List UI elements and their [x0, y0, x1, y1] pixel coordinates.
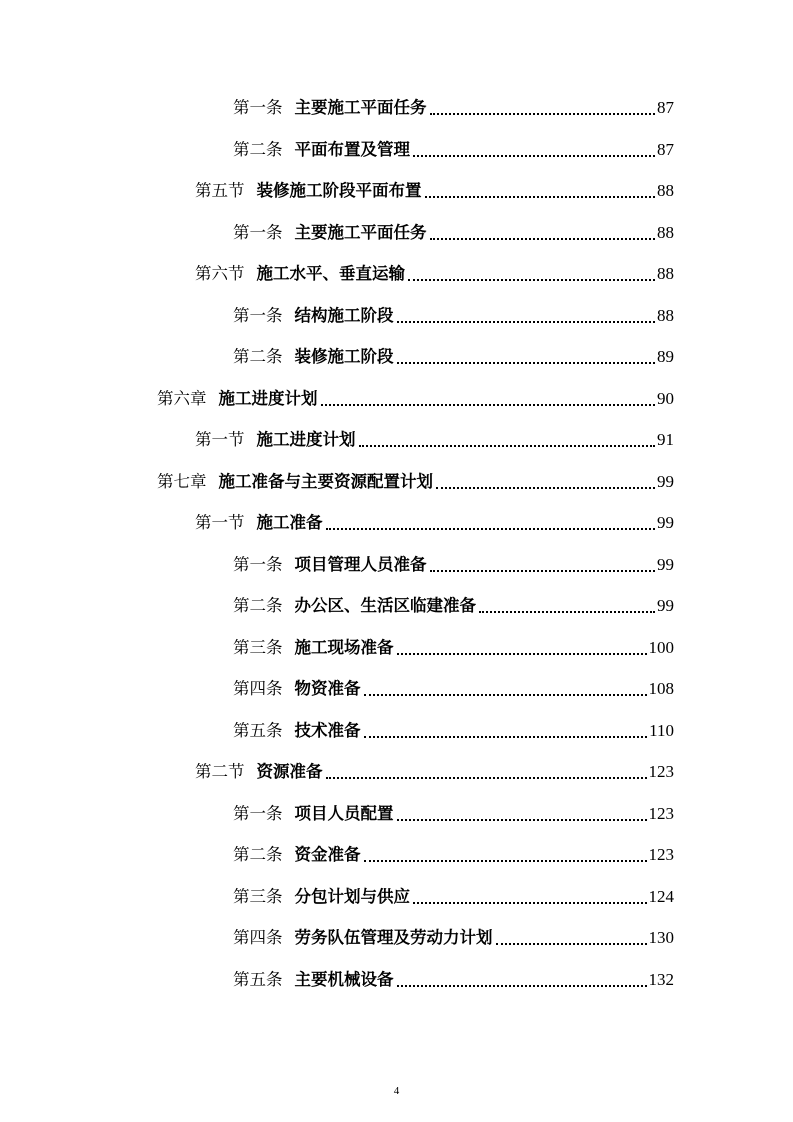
toc-entry-title: 分包计划与供应: [294, 887, 410, 906]
toc-entry-page: 100: [648, 638, 674, 657]
toc-dot-leader: [397, 321, 656, 323]
toc-entry[interactable]: [233, 802, 674, 826]
toc-dot-leader: [359, 445, 656, 447]
toc-entry-number: 第二条: [233, 347, 283, 366]
toc-entry[interactable]: [233, 968, 674, 992]
toc-entry[interactable]: [233, 138, 674, 162]
toc-entry-title: 技术准备: [294, 721, 361, 740]
toc-entry-number: 第二节: [195, 762, 245, 781]
toc-entry[interactable]: [233, 553, 674, 577]
toc-dot-leader: [397, 653, 647, 655]
toc-entry-page: 130: [648, 928, 674, 947]
toc-dot-leader: [430, 570, 656, 572]
toc-entry[interactable]: [195, 428, 674, 452]
toc-entry-number: 第三条: [233, 887, 283, 906]
toc-entry-title: 装修施工阶段: [294, 347, 394, 366]
toc-entry[interactable]: [233, 345, 674, 369]
toc-entry-number: 第三条: [233, 638, 283, 657]
toc-entry[interactable]: [233, 677, 674, 701]
toc-entry-title: 项目管理人员准备: [294, 555, 427, 574]
toc-entry[interactable]: [233, 926, 674, 950]
toc-dot-leader: [496, 943, 647, 945]
toc-entry-page: 132: [648, 970, 674, 989]
toc-entry-page: 91: [657, 430, 674, 449]
toc-dot-leader: [364, 694, 647, 696]
toc-dot-leader: [413, 902, 647, 904]
toc-entry-number: 第一条: [233, 555, 283, 574]
toc-entry[interactable]: [233, 636, 674, 660]
toc-entry-number: 第五条: [233, 970, 283, 989]
toc-entry-title: 结构施工阶段: [294, 306, 394, 325]
toc-dot-leader: [425, 196, 656, 198]
toc-entry-number: 第一条: [233, 223, 283, 242]
toc-dot-leader: [436, 487, 655, 489]
toc-entry-page: 88: [657, 306, 674, 325]
toc-entry-page: 88: [657, 264, 674, 283]
toc-entry[interactable]: [233, 304, 674, 328]
toc-entry-title: 资源准备: [256, 762, 323, 781]
toc-entry-title: 施工水平、垂直运输: [256, 264, 405, 283]
toc-entry-page: 123: [648, 845, 674, 864]
toc-entry-number: 第一条: [233, 804, 283, 823]
toc-entry-page: 99: [657, 596, 674, 615]
toc-entry-title: 施工准备与主要资源配置计划: [218, 472, 433, 491]
toc-dot-leader: [413, 155, 655, 157]
toc-entry-page: 99: [657, 513, 674, 532]
toc-entry[interactable]: [233, 719, 674, 743]
toc-dot-leader: [364, 736, 648, 738]
toc-entry[interactable]: [233, 594, 674, 618]
toc-entry-page: 124: [648, 887, 674, 906]
toc-entry[interactable]: [233, 221, 674, 245]
toc-dot-leader: [397, 985, 647, 987]
toc-entry-title: 劳务队伍管理及劳动力计划: [294, 928, 493, 947]
toc-entry-page: 88: [657, 181, 674, 200]
toc-entry[interactable]: [157, 470, 674, 494]
toc-entry-title: 施工现场准备: [294, 638, 394, 657]
toc-entry-title: 办公区、生活区临建准备: [294, 596, 476, 615]
toc-entry-page: 99: [657, 555, 674, 574]
toc-dot-leader: [326, 777, 647, 779]
toc-dot-leader: [408, 279, 655, 281]
toc-entry-title: 施工准备: [256, 513, 323, 532]
toc-entry-page: 88: [657, 223, 674, 242]
toc-entry-title: 装修施工阶段平面布置: [256, 181, 422, 200]
toc-entry-number: 第二条: [233, 845, 283, 864]
toc-entry-number: 第六节: [195, 264, 245, 283]
toc-dot-leader: [430, 238, 656, 240]
toc-entry-number: 第四条: [233, 928, 283, 947]
toc-dot-leader: [397, 362, 656, 364]
toc-entry-number: 第六章: [157, 389, 207, 408]
toc-entry-number: 第二条: [233, 140, 283, 159]
toc-entry-page: 87: [657, 140, 674, 159]
page-number: 4: [393, 1085, 400, 1097]
toc-entry[interactable]: [157, 387, 674, 411]
toc-dot-leader: [479, 611, 655, 613]
toc-entry-page: 87: [657, 98, 674, 117]
toc-entry[interactable]: [233, 96, 674, 120]
toc-entry-number: 第七章: [157, 472, 207, 491]
toc-entry-title: 物资准备: [294, 679, 361, 698]
toc-entry-page: 123: [648, 804, 674, 823]
toc-entry[interactable]: [233, 885, 674, 909]
toc-dot-leader: [397, 819, 647, 821]
toc-dot-leader: [364, 860, 647, 862]
toc-entry-number: 第一节: [195, 430, 245, 449]
toc-entry-title: 施工进度计划: [256, 430, 356, 449]
toc-entry-title: 项目人员配置: [294, 804, 394, 823]
toc-entry-number: 第四条: [233, 679, 283, 698]
toc-entry-title: 主要机械设备: [294, 970, 394, 989]
toc-entry-number: 第五条: [233, 721, 283, 740]
toc-entry-title: 资金准备: [294, 845, 361, 864]
toc-entry-title: 施工进度计划: [218, 389, 318, 408]
toc-entry[interactable]: [195, 179, 674, 203]
toc-entry-page: 110: [649, 721, 674, 740]
toc-entry[interactable]: [195, 262, 674, 286]
toc-entry-page: 89: [657, 347, 674, 366]
toc-entry-title: 主要施工平面任务: [294, 223, 427, 242]
toc-entry-number: 第一条: [233, 98, 283, 117]
toc-dot-leader: [326, 528, 656, 530]
toc-dot-leader: [321, 404, 656, 406]
toc-entry[interactable]: [195, 760, 674, 784]
toc-entry[interactable]: [233, 843, 674, 867]
toc-entry-title: 平面布置及管理: [294, 140, 410, 159]
toc-entry-page: 108: [648, 679, 674, 698]
toc-entry-number: 第二条: [233, 596, 283, 615]
toc-entry-number: 第一节: [195, 513, 245, 532]
toc-entry-number: 第一条: [233, 306, 283, 325]
toc-entry-page: 123: [648, 762, 674, 781]
toc-entry-page: 90: [657, 389, 674, 408]
toc-entry-number: 第五节: [195, 181, 245, 200]
toc-dot-leader: [430, 113, 656, 115]
toc-entry-title: 主要施工平面任务: [294, 98, 427, 117]
toc-entry[interactable]: [195, 511, 674, 535]
toc-entry-page: 99: [657, 472, 674, 491]
